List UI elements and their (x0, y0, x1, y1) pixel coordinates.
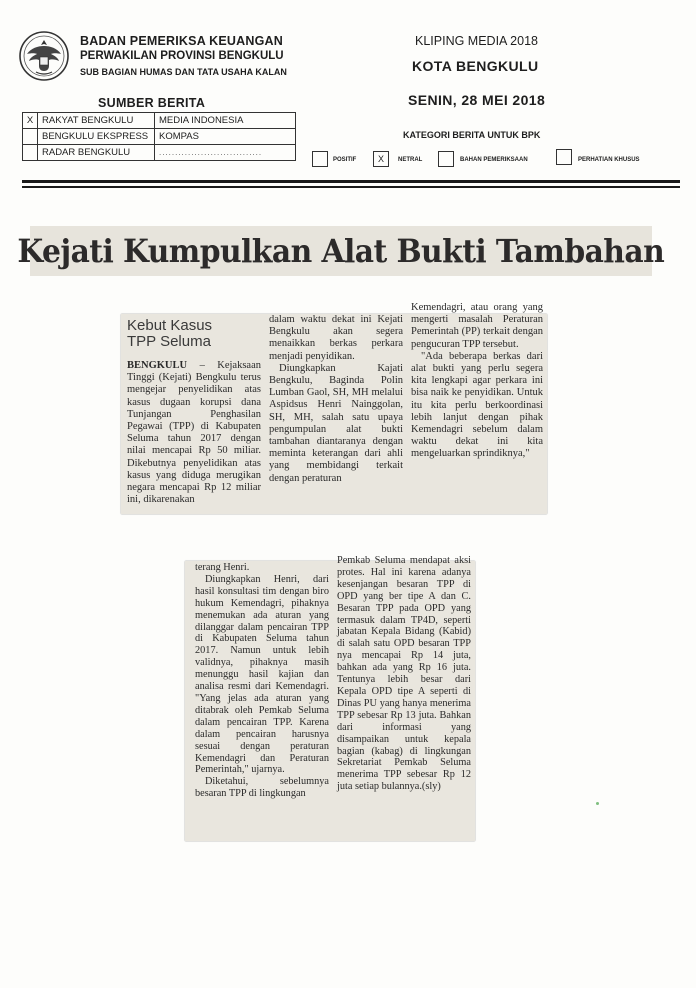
article-column (411, 302, 543, 461)
dateline: BENGKULU (127, 360, 188, 371)
kategori-heading: KATEGORI BERITA UNTUK BPK (403, 130, 541, 140)
paragraph: Diketahui, sebelumnya besaran TPP di lingkungan (195, 776, 329, 800)
source-name: MEDIA INDONESIA (155, 113, 296, 129)
category-label: BAHAN PEMERIKSAAN (460, 157, 528, 163)
sumber-berita-heading: SUMBER BERITA (98, 96, 206, 110)
source-mark (23, 145, 38, 161)
article-clipping-2 (185, 555, 475, 841)
paragraph: dalam waktu dekat ini Kejati Bengkulu akan segera menaikkan berkas perkara menjadi penyidikan. (269, 314, 403, 362)
kota-label: KOTA BENGKULU (412, 58, 539, 74)
paragraph: Diungkapkan Kajati Bengkulu, Baginda Polin Lumban Gaol, SH, MH melalui Aspidsus Henri Nainggolan, SH, MH, salah satu upaya pengumpulan alat bukti tambahan diantaranya dengan meminta keterangan dari ahli yang membidangi terkait dengan peraturan (269, 362, 403, 484)
org-subdivision: SUB BAGIAN HUMAS DAN TATA USAHA KALAN (80, 67, 287, 77)
clipping-date: SENIN, 28 MEI 2018 (408, 92, 546, 108)
article-clipping-1 (121, 302, 547, 514)
article-column (269, 314, 403, 485)
headline-clipping (17, 226, 665, 276)
subheadline (127, 318, 212, 350)
paragraph: Pemkab Seluma mendapat aksi protes. Hal ini karena adanya kesenjangan besaran TPP di OPD yang ber tipe A dan C. Besaran TPP pada OPD yang termasuk dalam TP4D, seperti jabatan Kepala Bidang (Kabid) di salah satu OPD besaran TPP nya mencapai Rp 14 juta, bahkan ada yang Rp 16 juta. Tentunya lebih besar dari Kepala OPD tipe A seperti di Dinas PU yang hanya menerima TPP sebesar Rp 13 juta. Bahkan dari informasi yang disampaikan untuk kepala bagian (kabag) di lingkungan Sekretariat Pemkab Seluma menerima TPP sebesar Rp 12 juta setiap bulannya.(sly) (337, 555, 471, 793)
source-row (23, 129, 296, 145)
article-column (337, 555, 471, 793)
paragraph: – Kejaksaan Tinggi (Kejati) Bengkulu terus mengejar penyelidikan atas kasus dugaan korupsi dana Tunjangan Penghasilan Pegawai (TPP) di Kabupaten Seluma tahun 2017 dengan nilai mencapai Rp 50 miliar. Dikebutnya penyelidikan atas kasus yang diduga merugikan negara mencapai Rp 12 miliar ini, dikarenakan (127, 360, 262, 506)
subheadline-line: Kebut Kasus (127, 317, 213, 334)
headline: Kejati Kumpulkan Alat Bukti Tambahan (17, 232, 665, 270)
paragraph: "Ada beberapa berkas dari alat bukti yang perlu segera kita lengkapi agar perkara ini bisa naik ke penyidikan. Untuk itu kita perlu berkoordinasi lebih lanjut dengan pihak Kemendagri sebelum dalam waktu dekat ini kita mengeluarkan sprindiknya," (411, 350, 543, 460)
source-table (22, 112, 296, 161)
category-label: POSITIF (333, 157, 357, 163)
category-checkbox (438, 151, 454, 167)
category-checkbox (312, 151, 328, 167)
source-mark: X (23, 113, 38, 129)
header-divider (22, 186, 680, 188)
header-divider (22, 180, 680, 183)
paragraph: terang Henri. (195, 562, 250, 573)
org-name: BADAN PEMERIKSA KEUANGAN (80, 34, 283, 48)
source-row (23, 145, 296, 161)
category-label: PERHATIAN KHUSUS (578, 157, 640, 163)
kliping-label: KLIPING MEDIA 2018 (415, 34, 538, 48)
org-branch: PERWAKILAN PROVINSI BENGKULU (80, 50, 284, 62)
source-mark (23, 129, 38, 145)
article-column (127, 360, 261, 506)
category-checkbox (556, 149, 572, 165)
source-row (23, 113, 296, 129)
garuda-emblem-icon (18, 30, 70, 82)
paragraph: Diungkapkan Henri, dari hasil konsultasi tim dengan biro hukum Kemendagri, pihaknya menemukan ada aturan yang dilanggar dalam pencairan TPP di Kabupaten Seluma tahun 2017. Namun untuk lebih validnya, pihaknya masih menunggu hasil kajian dan analisa resmi dari Kemendagri. "Yang jelas ada aturan yang ditabrak oleh Pemkab Seluma dalam pencairan TPP. Karena dalam pencairan harusnya sesuai dengan peraturan Kemendagri dan Peraturan Pemerintah," ujarnya. (195, 573, 329, 776)
subheadline-line: TPP Seluma (127, 333, 211, 350)
source-name: KOMPAS (155, 129, 296, 145)
paragraph: Kemendagri, atau orang yang mengerti masalah Peraturan Pemerintah (PP) terkait dengan pengucuran TPP tersebut. (411, 302, 543, 350)
source-name: RAKYAT BENGKULU (38, 113, 155, 129)
source-name: BENGKULU EKSPRESS (38, 129, 155, 145)
source-name: RADAR BENGKULU (38, 145, 155, 161)
article-column (195, 562, 329, 800)
category-checkbox: X (373, 151, 389, 167)
category-label: NETRAL (398, 157, 423, 163)
scan-speck (596, 802, 599, 805)
source-blank: ................................ (155, 145, 296, 161)
